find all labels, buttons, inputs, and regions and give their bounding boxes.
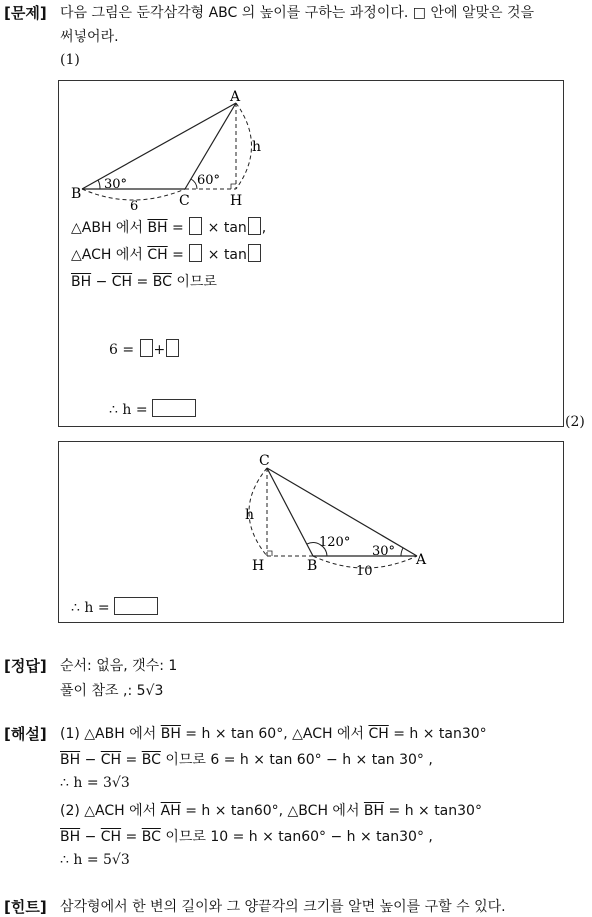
angle-arc-A — [401, 548, 403, 556]
vertex-H: H — [230, 193, 243, 209]
answer-line2: 풀이 참조 ,: 5√3 — [60, 683, 164, 699]
angle-label-A: 30° — [372, 544, 396, 559]
vertex-B: B — [71, 186, 82, 202]
angle-label-B: 120° — [319, 535, 351, 550]
hint-text: 삼각형에서 한 변의 길이와 그 양끝각의 크기를 알면 높이를 구할 수 있다. — [60, 899, 506, 915]
vertex-C: C — [259, 453, 270, 469]
blank-box[interactable] — [189, 217, 202, 235]
vertex-C: C — [179, 193, 190, 209]
figure-box-2 — [58, 441, 564, 623]
explanation-line6: ∴ h = 5√3 — [60, 852, 130, 868]
explanation-line4: (2) △ACH 에서 $\overline{AH} = h \times \tan 60^\circ$, △BCH 에서 $\overline{BH} = h \times \tan 30^\circ$ — [60, 803, 482, 819]
blank-box[interactable] — [189, 244, 202, 262]
blank-box[interactable] — [140, 339, 153, 357]
right-angle-H — [231, 184, 236, 189]
vertex-H: H — [252, 558, 265, 574]
problem-text-line2: 써넣어라. — [60, 29, 119, 45]
vertex-B: B — [307, 558, 318, 574]
problem-text-line1: 다음 그림은 둔각삼각형 ABC 의 높이를 구하는 과정이다. □ 안에 알맞은 것을 — [60, 5, 535, 21]
vertex-A: A — [230, 89, 241, 105]
triangle-figure-2 — [59, 442, 565, 582]
explanation-tag: [해설] — [4, 725, 47, 743]
blank-box[interactable] — [248, 217, 261, 235]
answer-tag: [정답] — [4, 657, 47, 675]
box1-therefore: ∴ h = — [109, 399, 196, 418]
angle-label-C: 60° — [197, 173, 221, 188]
answer-box[interactable] — [114, 597, 158, 615]
explanation-line2: $\overline{BH} - \overline{CH} = \overline{BC}$ 이므로 6 = h × tan 60° − h × tan 30° , — [60, 752, 433, 768]
answer-box[interactable] — [152, 399, 196, 417]
box1-line1: △ABH 에서 $\overline{BH}$ = × tan , — [71, 217, 266, 237]
box1-equation: 6 = + — [109, 339, 180, 358]
base-label: 6 — [130, 199, 139, 214]
vertex-A: A — [416, 552, 427, 568]
box1-line3: $\overline{BH} - \overline{CH} = \overline{BC}$ 이므로 — [71, 274, 217, 290]
triangle-figure-1 — [59, 81, 565, 221]
hint-tag: [힌트] — [4, 898, 47, 916]
height-brace — [236, 103, 252, 189]
blank-box[interactable] — [166, 339, 179, 357]
right-angle-H — [267, 551, 272, 556]
angle-arc-B — [98, 180, 100, 189]
part1-label: (1) — [60, 52, 80, 68]
base-label: 10 — [356, 564, 373, 579]
problem-tag: [문제] — [4, 4, 47, 22]
angle-label-B: 30° — [104, 177, 128, 192]
box2-therefore: ∴ h = — [71, 597, 158, 616]
part2-label: (2) — [565, 414, 585, 430]
box1-line2: △ACH 에서 $\overline{CH}$ = × tan — [71, 244, 262, 264]
figure-box-1 — [58, 80, 564, 427]
explanation-line3: ∴ h = 3√3 — [60, 775, 130, 791]
height-label-h: h — [252, 139, 262, 155]
blank-box[interactable] — [248, 244, 261, 262]
explanation-line5: $\overline{BH} - \overline{CH} = \overline{BC}$ 이므로 10 = h × tan60° − h × tan30° , — [60, 829, 433, 845]
height-label-h: h — [245, 507, 255, 523]
answer-line1: 순서: 없음, 갯수: 1 — [60, 658, 178, 674]
explanation-line1: (1) △ABH 에서 $\overline{BH} = h \times \tan 60^\circ$, △ACH 에서 $\overline{CH} = h \times \tan 30^\circ$ — [60, 726, 487, 742]
